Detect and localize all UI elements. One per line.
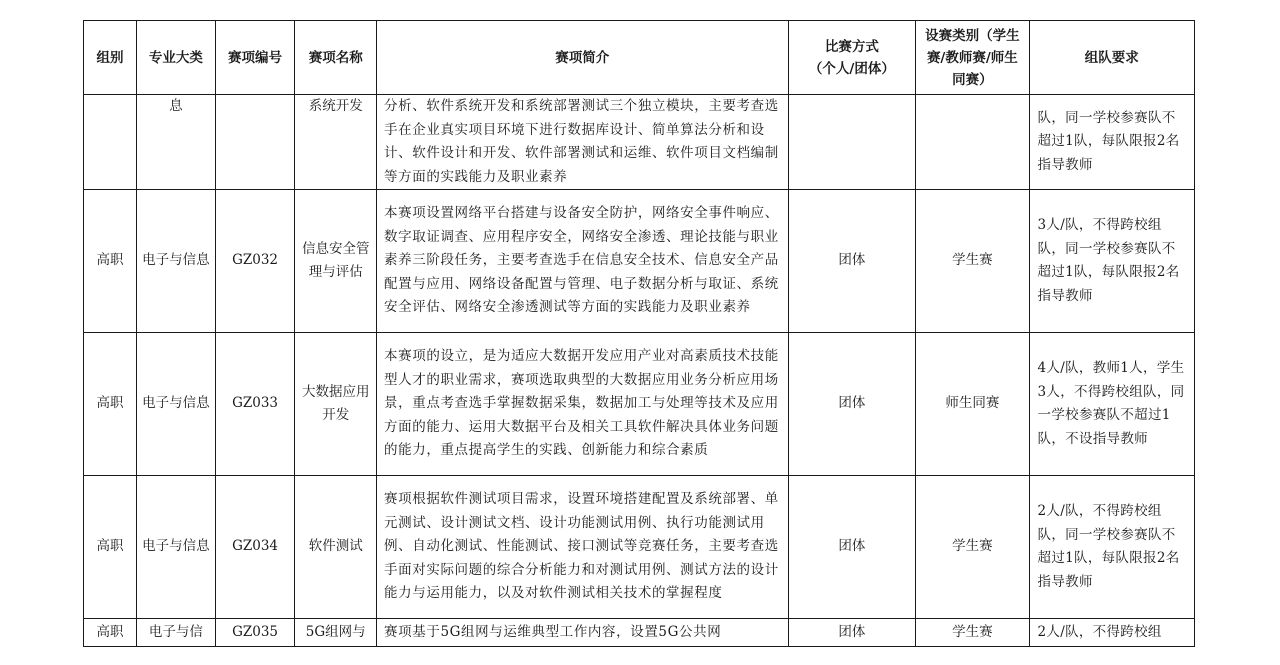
header-name: 赛项名称 <box>295 21 377 95</box>
cell-code <box>215 95 295 190</box>
cell-mode: 团体 <box>788 333 916 476</box>
cell-intro: 赛项根据软件测试项目需求，设置环境搭建配置及系统部署、单元测试、设计测试文档、设计功能测试用例、执行功能测试用例、自动化测试、性能测试、接口测试等竞赛任务，主要考查选手面对实际问题的综合分析能力和对测试用例、测试方法的设计能力与运用能力，以及对软件测试相关技术的掌握程度 <box>377 476 789 619</box>
cell-name: 5G组网与 <box>295 619 377 647</box>
header-row <box>84 21 1195 95</box>
cell-group: 高职 <box>84 619 137 647</box>
cell-name: 大数据应用开发 <box>295 333 377 476</box>
cell-mode: 团体 <box>788 476 916 619</box>
cell-mode: 团体 <box>788 190 916 333</box>
table-row <box>84 95 1195 190</box>
cell-code: GZ033 <box>215 333 295 476</box>
cell-mode: 团体 <box>788 619 916 647</box>
cell-team: 2人/队，不得跨校组 <box>1029 619 1194 647</box>
header-intro: 赛项简介 <box>377 21 789 95</box>
cell-intro: 赛项基于5G组网与运维典型工作内容，设置5G公共网 <box>377 619 789 647</box>
table-row <box>84 619 1195 647</box>
cell-name: 系统开发 <box>295 95 377 190</box>
cell-team: 队，同一学校参赛队不超过1队，每队限报2名指导教师 <box>1029 95 1194 190</box>
cell-intro: 本赛项的设立，是为适应大数据开发应用产业对高素质技术技能型人才的职业需求，赛项选取典型的大数据应用业务分析应用场景，重点考查选手掌握数据采集，数据加工与处理等技术及应用方面的能力、运用大数据平台及相关工具软件解决具体业务问题的能力，重点提高学生的实践、创新能力和综合素质 <box>377 333 789 476</box>
table-row <box>84 476 1195 619</box>
cell-group: 高职 <box>84 333 137 476</box>
header-mode: 比赛方式 （个人/团体） <box>788 21 916 95</box>
cell-group: 高职 <box>84 476 137 619</box>
cell-code: GZ032 <box>215 190 295 333</box>
cell-intro: 本赛项设置网络平台搭建与设备安全防护，网络安全事件响应、数字取证调查、应用程序安全，网络安全渗透、理论技能与职业素养三阶段任务，主要考查选手在信息安全技术、信息安全产品配置与应用、网络设备配置与管理、电子数据分析与取证、系统安全评估、网络安全渗透测试等方面的实践能力及职业素养 <box>377 190 789 333</box>
cell-major: 息 <box>137 95 216 190</box>
header-code: 赛项编号 <box>215 21 295 95</box>
cell-major: 电子与信 <box>137 619 216 647</box>
header-team: 组队要求 <box>1029 21 1194 95</box>
cell-category: 学生赛 <box>916 190 1029 333</box>
table-row <box>84 333 1195 476</box>
cell-team: 4人/队，教师1人，学生3人，不得跨校组队，同一学校参赛队不超过1队，不设指导教师 <box>1029 333 1194 476</box>
cell-category: 师生同赛 <box>916 333 1029 476</box>
cell-name: 软件测试 <box>295 476 377 619</box>
cell-mode <box>788 95 916 190</box>
cell-intro: 分析、软件系统开发和系统部署测试三个独立模块，主要考查选手在企业真实项目环境下进行数据库设计、简单算法分析和设计、软件设计和开发、软件部署测试和运维、软件项目文档编制等方面的实践能力及职业素养 <box>377 95 789 190</box>
competition-table <box>83 20 1195 647</box>
cell-category <box>916 95 1029 190</box>
table-row <box>84 190 1195 333</box>
cell-major: 电子与信息 <box>137 476 216 619</box>
cell-team: 2人/队，不得跨校组队，同一学校参赛队不超过1队，每队限报2名指导教师 <box>1029 476 1194 619</box>
cell-category: 学生赛 <box>916 619 1029 647</box>
header-group: 组别 <box>84 21 137 95</box>
cell-code: GZ034 <box>215 476 295 619</box>
header-major: 专业大类 <box>137 21 216 95</box>
cell-code: GZ035 <box>215 619 295 647</box>
cell-name: 信息安全管理与评估 <box>295 190 377 333</box>
cell-team: 3人/队，不得跨校组队，同一学校参赛队不超过1队，每队限报2名指导教师 <box>1029 190 1194 333</box>
cell-group <box>84 95 137 190</box>
cell-major: 电子与信息 <box>137 190 216 333</box>
header-category: 设赛类别（学生赛/教师赛/师生同赛） <box>916 21 1029 95</box>
cell-category: 学生赛 <box>916 476 1029 619</box>
cell-major: 电子与信息 <box>137 333 216 476</box>
cell-group: 高职 <box>84 190 137 333</box>
